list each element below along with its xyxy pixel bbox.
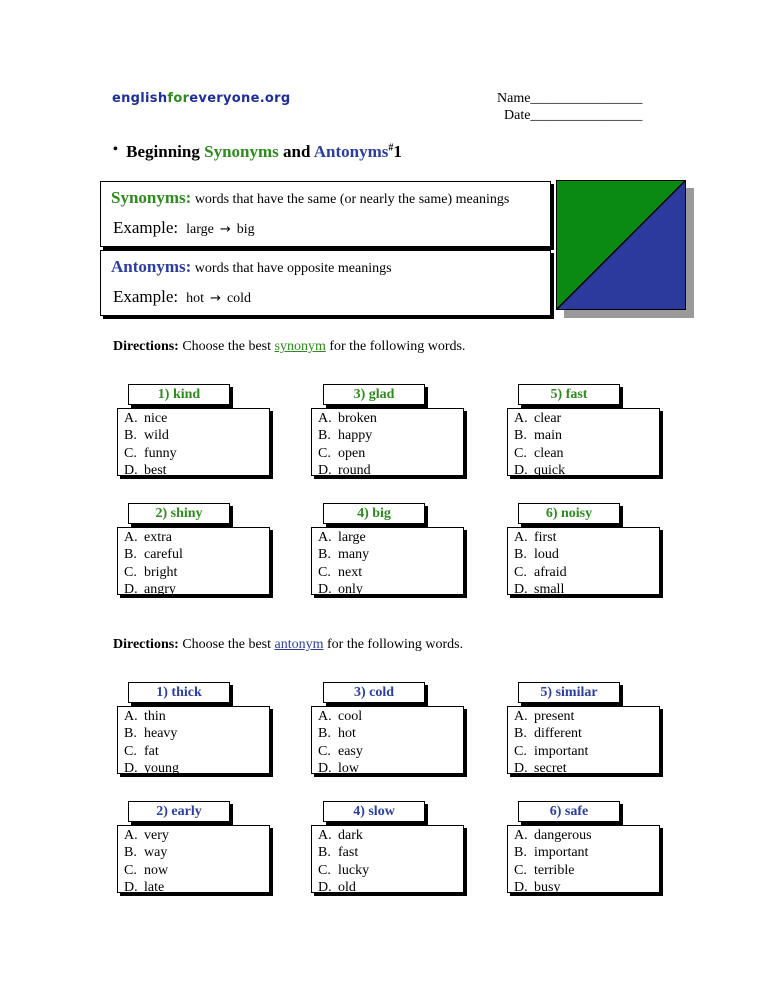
option-letter: B. bbox=[318, 845, 331, 861]
question-label: 5) fast bbox=[518, 384, 620, 405]
option-letter: C. bbox=[514, 445, 527, 461]
title-number: 1 bbox=[393, 142, 402, 161]
answer-option[interactable] bbox=[508, 827, 659, 844]
answer-option[interactable] bbox=[508, 427, 659, 444]
answer-option[interactable] bbox=[312, 427, 463, 444]
example-from: hot bbox=[186, 291, 205, 306]
answer-option[interactable] bbox=[118, 827, 269, 844]
antonym-directions bbox=[113, 637, 463, 653]
answer-option[interactable] bbox=[118, 743, 269, 760]
option-letter: C. bbox=[318, 743, 331, 759]
option-text: nice bbox=[144, 411, 168, 426]
option-letter: A. bbox=[124, 709, 138, 724]
option-letter: A. bbox=[514, 411, 528, 426]
option-text: clean bbox=[534, 445, 564, 461]
answer-option[interactable] bbox=[118, 760, 269, 777]
answer-option[interactable] bbox=[118, 879, 269, 896]
answer-option[interactable] bbox=[312, 462, 463, 479]
answer-option[interactable] bbox=[312, 708, 463, 725]
option-text: round bbox=[338, 463, 371, 479]
option-text: main bbox=[534, 428, 562, 444]
answer-options bbox=[507, 706, 660, 777]
option-text: different bbox=[534, 726, 582, 742]
answer-option[interactable] bbox=[508, 410, 659, 427]
option-text: dark bbox=[338, 828, 363, 843]
answer-option[interactable] bbox=[508, 462, 659, 479]
answer-option[interactable] bbox=[118, 564, 269, 581]
directions-post: for the following words. bbox=[327, 637, 464, 652]
option-text: best bbox=[144, 463, 167, 479]
question-label: 3) cold bbox=[323, 682, 425, 703]
option-letter: D. bbox=[514, 880, 528, 896]
synonym-definition bbox=[111, 188, 509, 208]
option-letter: C. bbox=[514, 862, 527, 878]
answer-option[interactable] bbox=[508, 564, 659, 581]
answer-options bbox=[311, 825, 464, 896]
antonym-definition-box bbox=[100, 250, 551, 316]
answer-option[interactable] bbox=[312, 725, 463, 742]
option-letter: D. bbox=[514, 582, 528, 598]
example-label: Example: bbox=[113, 287, 179, 306]
example-to: cold bbox=[226, 291, 252, 306]
option-text: present bbox=[534, 709, 575, 724]
directions-pre: Choose the best bbox=[182, 339, 271, 354]
answer-option[interactable] bbox=[508, 529, 659, 546]
option-letter: C. bbox=[124, 564, 137, 580]
option-text: fat bbox=[144, 743, 159, 759]
directions-pre: Choose the best bbox=[182, 637, 271, 652]
site-logo bbox=[112, 91, 290, 106]
title-synonyms: Synonyms bbox=[204, 142, 279, 161]
option-text: old bbox=[338, 880, 356, 896]
option-text: only bbox=[338, 582, 363, 598]
option-letter: D. bbox=[514, 761, 528, 777]
option-text: way bbox=[144, 845, 168, 861]
option-text: many bbox=[338, 547, 370, 563]
answer-options bbox=[117, 527, 270, 598]
option-text: late bbox=[144, 880, 165, 896]
answer-option[interactable] bbox=[508, 708, 659, 725]
option-letter: D. bbox=[124, 880, 138, 896]
option-letter: B. bbox=[514, 547, 527, 563]
question-label: 1) kind bbox=[128, 384, 230, 405]
option-text: funny bbox=[144, 445, 177, 461]
answer-options bbox=[311, 408, 464, 479]
site-logo-part2: for bbox=[167, 91, 190, 106]
option-letter: C. bbox=[318, 862, 331, 878]
answer-option[interactable] bbox=[312, 445, 463, 462]
answer-option[interactable] bbox=[118, 844, 269, 861]
option-letter: A. bbox=[318, 828, 332, 843]
option-letter: B. bbox=[318, 428, 331, 444]
answer-options bbox=[117, 408, 270, 479]
option-letter: C. bbox=[514, 564, 527, 580]
option-text: happy bbox=[338, 428, 373, 444]
answer-option[interactable] bbox=[312, 410, 463, 427]
answer-options bbox=[507, 825, 660, 896]
option-letter: A. bbox=[318, 411, 332, 426]
example-to: big bbox=[236, 222, 255, 237]
decorative-diagonal-square bbox=[556, 180, 686, 310]
title-antonyms: Antonyms bbox=[313, 142, 389, 161]
option-text: careful bbox=[144, 547, 183, 563]
antonym-keyword: antonym bbox=[274, 637, 324, 652]
answer-option[interactable] bbox=[508, 743, 659, 760]
option-text: large bbox=[338, 530, 366, 545]
option-letter: A. bbox=[124, 530, 138, 545]
option-letter: A. bbox=[514, 530, 528, 545]
antonym-example bbox=[113, 287, 251, 307]
option-letter: B. bbox=[124, 547, 137, 563]
option-text: wild bbox=[144, 428, 169, 444]
option-letter: B. bbox=[514, 428, 527, 444]
question-label: 1) thick bbox=[128, 682, 230, 703]
answer-option[interactable] bbox=[312, 862, 463, 879]
option-text: next bbox=[338, 564, 363, 580]
option-letter: D. bbox=[124, 582, 138, 598]
question-label: 3) glad bbox=[323, 384, 425, 405]
question-label: 4) slow bbox=[323, 801, 425, 822]
antonym-term: Antonyms: bbox=[111, 257, 192, 276]
option-letter: D. bbox=[318, 582, 332, 598]
option-text: terrible bbox=[534, 862, 575, 878]
option-text: lucky bbox=[338, 862, 370, 878]
answer-option[interactable] bbox=[508, 844, 659, 861]
option-letter: C. bbox=[318, 445, 331, 461]
answer-option[interactable] bbox=[118, 427, 269, 444]
option-letter: D. bbox=[318, 880, 332, 896]
answer-option[interactable] bbox=[508, 879, 659, 896]
answer-option[interactable] bbox=[118, 410, 269, 427]
directions-label: Directions: bbox=[113, 637, 179, 652]
option-text: first bbox=[534, 530, 557, 545]
option-letter: A. bbox=[124, 411, 138, 426]
answer-options bbox=[507, 527, 660, 598]
option-text: thin bbox=[144, 709, 166, 724]
question-label: 6) noisy bbox=[518, 503, 620, 524]
option-text: low bbox=[338, 761, 359, 777]
option-text: quick bbox=[534, 463, 566, 479]
answer-options bbox=[117, 825, 270, 896]
option-letter: B. bbox=[124, 726, 137, 742]
option-text: busy bbox=[534, 880, 561, 896]
option-letter: D. bbox=[124, 761, 138, 777]
synonym-example bbox=[113, 218, 255, 238]
question-label: 2) early bbox=[128, 801, 230, 822]
answer-option[interactable] bbox=[312, 879, 463, 896]
answer-option[interactable] bbox=[118, 529, 269, 546]
option-text: broken bbox=[338, 411, 377, 426]
title-and: and bbox=[283, 142, 311, 161]
answer-option[interactable] bbox=[118, 546, 269, 563]
option-text: cool bbox=[338, 709, 363, 724]
example-from: large bbox=[186, 222, 214, 237]
option-text: afraid bbox=[534, 564, 567, 580]
arrow-icon: → bbox=[219, 222, 231, 237]
answer-option[interactable] bbox=[312, 546, 463, 563]
option-text: bright bbox=[144, 564, 178, 580]
answer-options bbox=[117, 706, 270, 777]
answer-option[interactable] bbox=[118, 445, 269, 462]
answer-options bbox=[311, 706, 464, 777]
date-field[interactable]: Date________________ bbox=[504, 108, 643, 123]
option-letter: D. bbox=[318, 463, 332, 479]
option-text: angry bbox=[144, 582, 176, 598]
option-text: hot bbox=[338, 726, 356, 742]
option-text: clear bbox=[534, 411, 562, 426]
name-date-block bbox=[497, 90, 642, 124]
option-letter: C. bbox=[124, 743, 137, 759]
directions-post: for the following words. bbox=[329, 339, 466, 354]
answer-option[interactable] bbox=[508, 581, 659, 598]
option-text: important bbox=[534, 743, 589, 759]
answer-option[interactable] bbox=[508, 546, 659, 563]
answer-option[interactable] bbox=[508, 725, 659, 742]
synonym-definition-box bbox=[100, 181, 551, 247]
option-letter: B. bbox=[514, 726, 527, 742]
option-text: extra bbox=[144, 530, 172, 545]
answer-option[interactable] bbox=[312, 760, 463, 777]
synonym-directions bbox=[113, 339, 465, 355]
antonym-definition bbox=[111, 257, 392, 277]
option-letter: A. bbox=[124, 828, 138, 843]
answer-option[interactable] bbox=[118, 462, 269, 479]
option-text: fast bbox=[338, 845, 359, 861]
site-logo-part3: everyone.org bbox=[189, 91, 291, 106]
answer-option[interactable] bbox=[312, 564, 463, 581]
option-letter: A. bbox=[514, 709, 528, 724]
site-logo-part1: english bbox=[112, 91, 168, 106]
answer-option[interactable] bbox=[118, 862, 269, 879]
title-bullet: • bbox=[113, 142, 118, 157]
question-label: 6) safe bbox=[518, 801, 620, 822]
option-letter: D. bbox=[514, 463, 528, 479]
answer-option[interactable] bbox=[118, 581, 269, 598]
answer-option[interactable] bbox=[312, 743, 463, 760]
page-title bbox=[113, 142, 402, 162]
answer-option[interactable] bbox=[508, 862, 659, 879]
option-letter: B. bbox=[124, 428, 137, 444]
directions-label: Directions: bbox=[113, 339, 179, 354]
option-letter: C. bbox=[514, 743, 527, 759]
option-letter: B. bbox=[124, 845, 137, 861]
synonym-term: Synonyms: bbox=[111, 188, 192, 207]
answer-option[interactable] bbox=[312, 844, 463, 861]
answer-option[interactable] bbox=[508, 445, 659, 462]
option-letter: B. bbox=[514, 845, 527, 861]
option-letter: B. bbox=[318, 547, 331, 563]
name-field[interactable]: Name________________ bbox=[497, 91, 643, 106]
title-word: Beginning bbox=[126, 142, 200, 161]
option-letter: C. bbox=[318, 564, 331, 580]
option-letter: C. bbox=[124, 862, 137, 878]
answer-option[interactable] bbox=[312, 581, 463, 598]
synonym-definition-text: words that have the same (or nearly the same) meanings bbox=[194, 192, 510, 207]
arrow-icon: → bbox=[210, 291, 221, 306]
option-letter: A. bbox=[318, 709, 332, 724]
option-text: important bbox=[534, 845, 589, 861]
option-text: very bbox=[144, 828, 169, 843]
option-text: loud bbox=[534, 547, 559, 563]
option-text: easy bbox=[338, 743, 363, 759]
answer-option[interactable] bbox=[312, 827, 463, 844]
option-letter: D. bbox=[318, 761, 332, 777]
option-text: dangerous bbox=[534, 828, 592, 843]
answer-options bbox=[507, 408, 660, 479]
example-label: Example: bbox=[113, 218, 179, 237]
answer-option[interactable] bbox=[312, 529, 463, 546]
option-text: open bbox=[338, 445, 366, 461]
option-letter: A. bbox=[514, 828, 528, 843]
antonym-definition-text: words that have opposite meanings bbox=[194, 261, 392, 276]
option-text: small bbox=[534, 582, 565, 598]
answer-option[interactable] bbox=[118, 708, 269, 725]
synonym-keyword: synonym bbox=[274, 339, 326, 354]
answer-option[interactable] bbox=[508, 760, 659, 777]
question-label: 4) big bbox=[323, 503, 425, 524]
option-letter: D. bbox=[124, 463, 138, 479]
title-sup: # bbox=[388, 142, 394, 154]
option-letter: C. bbox=[124, 445, 137, 461]
option-letter: B. bbox=[318, 726, 331, 742]
question-label: 2) shiny bbox=[128, 503, 230, 524]
option-text: heavy bbox=[144, 726, 178, 742]
option-letter: A. bbox=[318, 530, 332, 545]
question-label: 5) similar bbox=[518, 682, 620, 703]
answer-options bbox=[311, 527, 464, 598]
option-text: now bbox=[144, 862, 169, 878]
option-text: young bbox=[144, 761, 179, 777]
option-text: secret bbox=[534, 761, 567, 777]
answer-option[interactable] bbox=[118, 725, 269, 742]
